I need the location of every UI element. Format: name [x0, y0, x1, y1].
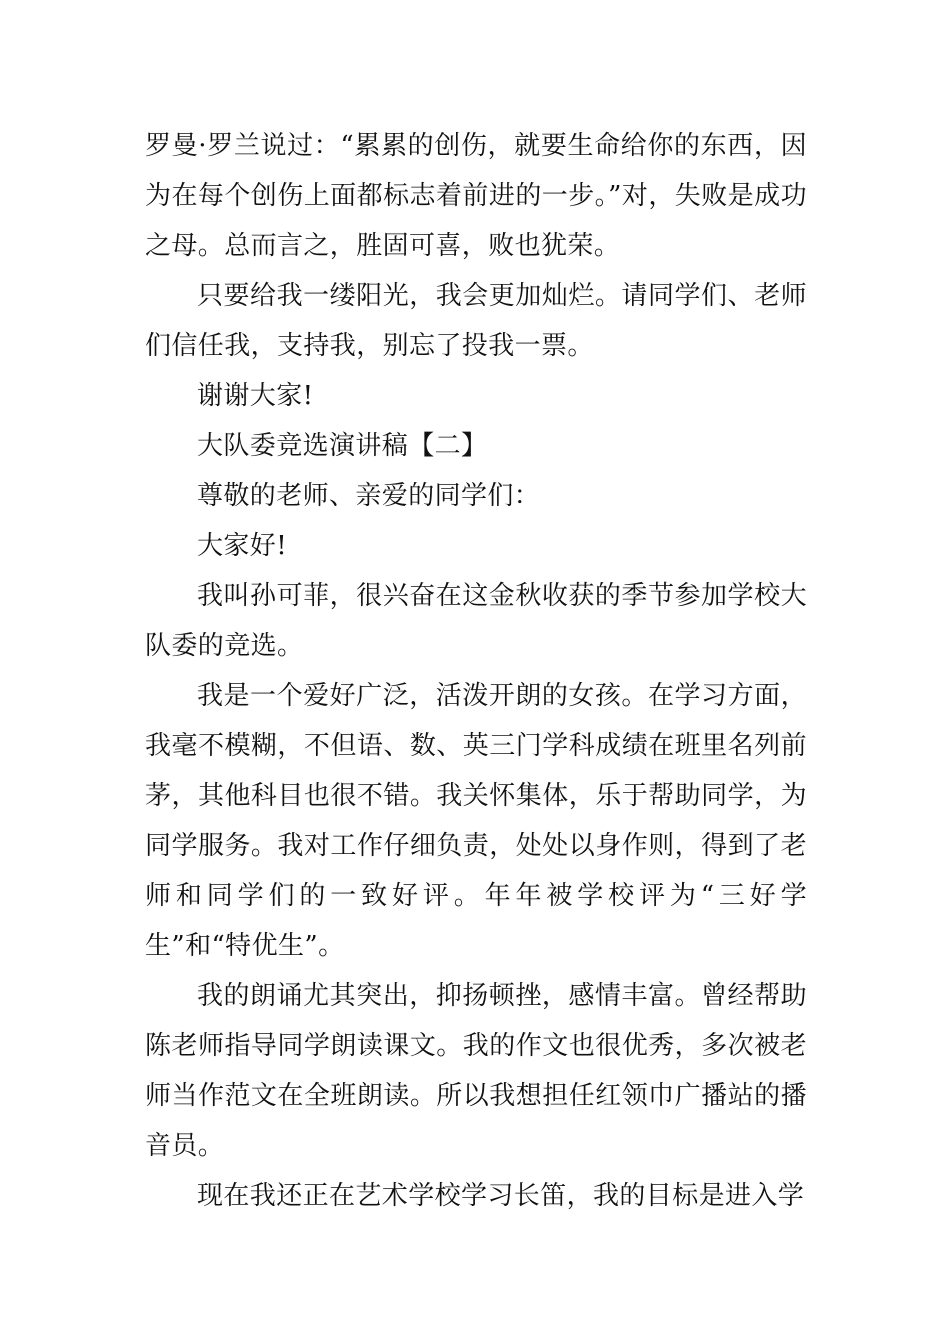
greeting: 大家好! — [197, 531, 288, 561]
document-body — [145, 121, 807, 1221]
paragraph-2: 只要给我一缕阳光，我会更加灿烂。请同学们、老师们信任我，支持我，别忘了投我一票。 — [145, 281, 807, 361]
paragraph-1: 罗曼·罗兰说过：“累累的创伤，就要生命给你的东西，因为在每个创伤上面都标志着前进的一步。”对，失败是成功之母。总而言之，胜固可喜，败也犹荣。 — [145, 131, 807, 261]
paragraph-9: 我的朗诵尤其突出，抑扬顿挫，感情丰富。曾经帮助陈老师指导同学朗读课文。我的作文也很优秀，多次被老师当作范文在全班朗读。所以我想担任红领巾广播站的播音员。 — [145, 981, 807, 1161]
paragraph-7: 我叫孙可菲，很兴奋在这金秋收获的季节参加学校大队委的竞选。 — [145, 581, 807, 661]
salutation: 尊敬的老师、亲爱的同学们： — [197, 481, 541, 511]
section-heading: 大队委竞选演讲稿【二】 — [197, 431, 488, 461]
paragraph-3: 谢谢大家! — [197, 381, 314, 411]
paragraph-8: 我是一个爱好广泛，活泼开朗的女孩。在学习方面，我毫不模糊，不但语、数、英三门学科成绩在班里名列前茅，其他科目也很不错。我关怀集体，乐于帮助同学，为同学服务。我对工作仔细负责，处处以身作则，得到了老师和同学们的一致好评。年年被学校评为“三好学生”和“特优生”。 — [145, 681, 807, 961]
paragraph-10: 现在我还正在艺术学校学习长笛，我的目标是进入学 — [197, 1181, 805, 1211]
